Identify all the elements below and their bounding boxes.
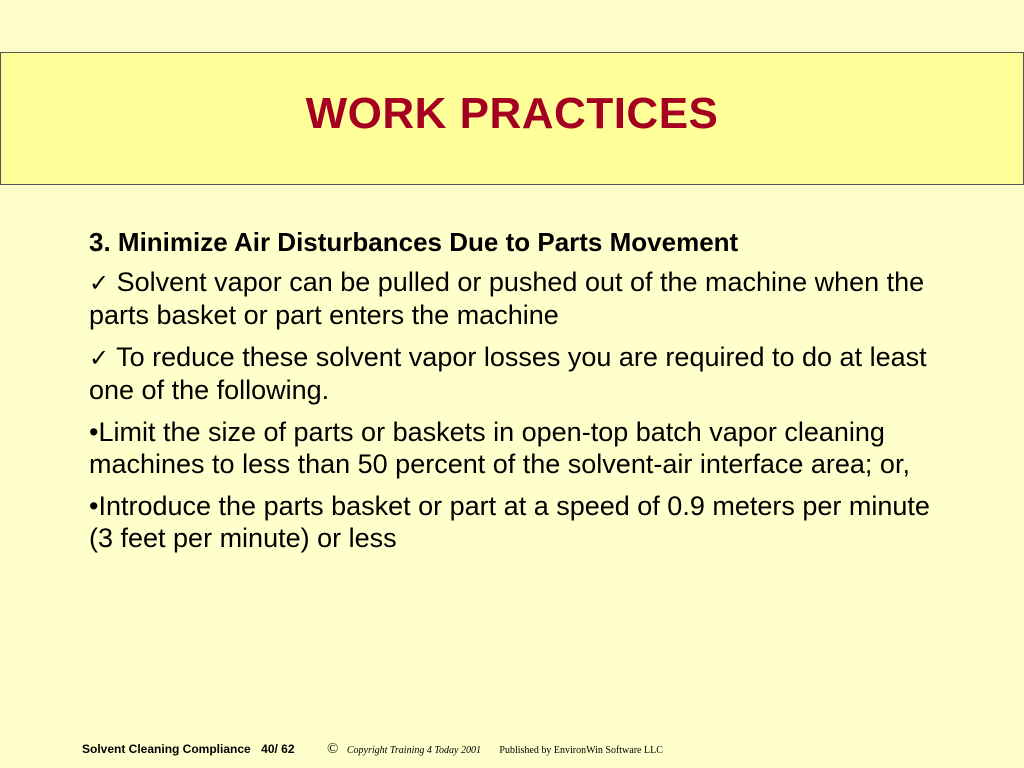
check-item: [89, 266, 939, 331]
footer-page-number: 40/ 62: [261, 742, 295, 756]
slide-footer: [82, 740, 663, 758]
copyright-icon: ©: [326, 741, 339, 757]
footer-course-name: Solvent Cleaning Compliance: [82, 742, 251, 756]
check-item-text: Solvent vapor can be pulled or pushed out of the machine when the parts basket or part enters the machine: [89, 267, 925, 330]
check-item-text: To reduce these solvent vapor losses you are required to do at least one of the following.: [89, 342, 927, 405]
slide-title: WORK PRACTICES: [305, 88, 719, 138]
footer-publisher: Published by EnvironWin Software LLC: [499, 745, 663, 756]
bullet-item: •Limit the size of parts or baskets in open-top batch vapor cleaning machines to less than 50 percent of the solvent-air interface area; or,: [89, 417, 910, 479]
section-heading: 3. Minimize Air Disturbances Due to Parts Movement: [89, 227, 739, 257]
check-item: [89, 341, 939, 406]
checkmark-icon: ✓: [89, 269, 110, 297]
checkmark-icon: ✓: [89, 344, 110, 372]
bullet-item: •Introduce the parts basket or part at a speed of 0.9 meters per minute (3 feet per minute) or less: [89, 491, 930, 553]
slide-body: [89, 226, 939, 564]
footer-copyright: Copyright Training 4 Today 2001: [346, 745, 481, 756]
title-banner: [0, 52, 1024, 185]
